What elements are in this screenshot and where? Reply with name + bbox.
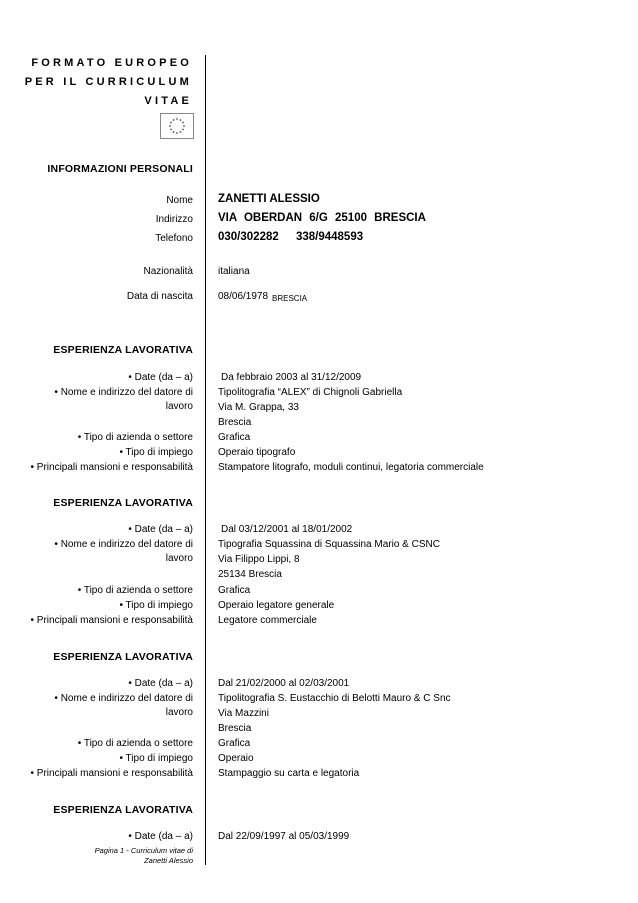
nationality-label: Nazionalità xyxy=(143,266,193,277)
date-value: Dal 22/09/1997 al 05/03/1999 xyxy=(218,831,350,842)
employer-label-cont: lavoro xyxy=(165,401,193,412)
employer-line: Tipolitografia “ALEX” di Chignoli Gabriella xyxy=(218,387,403,398)
job-value: Operaio xyxy=(218,753,254,764)
address-label: Indirizzo xyxy=(155,214,193,225)
employer-line: Brescia xyxy=(218,723,252,734)
sector-value: Grafica xyxy=(218,738,251,749)
employer-label: • Nome e indirizzo del datore di xyxy=(54,387,193,398)
cv-title-line2: PER IL CURRICULUM xyxy=(24,76,192,88)
duties-value: Legatore commerciale xyxy=(218,615,317,626)
sector-label: • Tipo di azienda o settore xyxy=(77,432,193,443)
employer-line: 25134 Brescia xyxy=(218,569,282,580)
address-value: VIA OBERDAN 6/G 25100 BRESCIA xyxy=(218,212,426,224)
employer-line: Tipolitografia S. Eustacchio di Belotti Mauro & C Snc xyxy=(218,693,451,704)
birth-date-value: 08/06/1978 xyxy=(218,291,269,302)
sector-label: • Tipo di azienda o settore xyxy=(77,738,193,749)
phone-value: 030/302282 338/9448593 xyxy=(218,231,364,243)
column-divider xyxy=(205,55,206,865)
date-label: • Date (da – a) xyxy=(128,372,193,383)
section-heading-experience: ESPERIENZA LAVORATIVA xyxy=(53,651,193,663)
eu-flag-icon xyxy=(160,113,194,139)
cv-title-line1: FORMATO EUROPEO xyxy=(31,57,192,69)
employer-line: Via Mazzini xyxy=(218,708,269,719)
footer-line1: Pagina 1 - Curriculum vitae di xyxy=(94,846,193,855)
employer-line: Brescia xyxy=(218,417,252,428)
date-value: Dal 21/02/2000 al 02/03/2001 xyxy=(218,678,350,689)
duties-value: Stampaggio su carta e legatoria xyxy=(218,768,360,779)
employer-label: • Nome e indirizzo del datore di xyxy=(54,693,193,704)
date-value: Da febbraio 2003 al 31/12/2009 xyxy=(221,372,362,383)
duties-label: • Principali mansioni e responsabilità xyxy=(30,615,193,626)
job-label: • Tipo di impiego xyxy=(119,600,193,611)
employer-line: Via M. Grappa, 33 xyxy=(218,402,299,413)
nationality-value: italiana xyxy=(218,266,250,277)
duties-value: Stampatore litografo, moduli continui, legatoria commerciale xyxy=(218,462,484,473)
job-value: Operaio tipografo xyxy=(218,447,296,458)
footer-line2: Zanetti Alessio xyxy=(144,856,193,865)
job-label: • Tipo di impiego xyxy=(119,753,193,764)
date-value: Dal 03/12/2001 al 18/01/2002 xyxy=(221,524,353,535)
date-label: • Date (da – a) xyxy=(128,678,193,689)
phone-label: Telefono xyxy=(155,233,193,244)
section-heading-experience: ESPERIENZA LAVORATIVA xyxy=(53,344,193,356)
employer-label-cont: lavoro xyxy=(165,553,193,564)
employer-label-cont: lavoro xyxy=(165,707,193,718)
section-heading-experience: ESPERIENZA LAVORATIVA xyxy=(53,804,193,816)
date-label: • Date (da – a) xyxy=(128,524,193,535)
sector-value: Grafica xyxy=(218,432,251,443)
birth-place-value: BRESCIA xyxy=(272,294,308,303)
duties-label: • Principali mansioni e responsabilità xyxy=(30,768,193,779)
name-value: ZANETTI ALESSIO xyxy=(218,193,320,205)
employer-line: Tipografia Squassina di Squassina Mario & CSNC xyxy=(218,539,440,550)
cv-title-line3: VITAE xyxy=(144,95,192,107)
section-heading-experience: ESPERIENZA LAVORATIVA xyxy=(53,497,193,509)
duties-label: • Principali mansioni e responsabilità xyxy=(30,462,193,473)
sector-value: Grafica xyxy=(218,585,251,596)
name-label: Nome xyxy=(166,195,193,206)
section-heading-personal: INFORMAZIONI PERSONALI xyxy=(47,163,193,175)
birth-label: Data di nascita xyxy=(126,291,193,302)
job-value: Operaio legatore generale xyxy=(218,600,335,611)
employer-label: • Nome e indirizzo del datore di xyxy=(54,539,193,550)
job-label: • Tipo di impiego xyxy=(119,447,193,458)
sector-label: • Tipo di azienda o settore xyxy=(77,585,193,596)
employer-line: Via Filippo Lippi, 8 xyxy=(218,554,300,565)
date-label: • Date (da – a) xyxy=(128,831,193,842)
